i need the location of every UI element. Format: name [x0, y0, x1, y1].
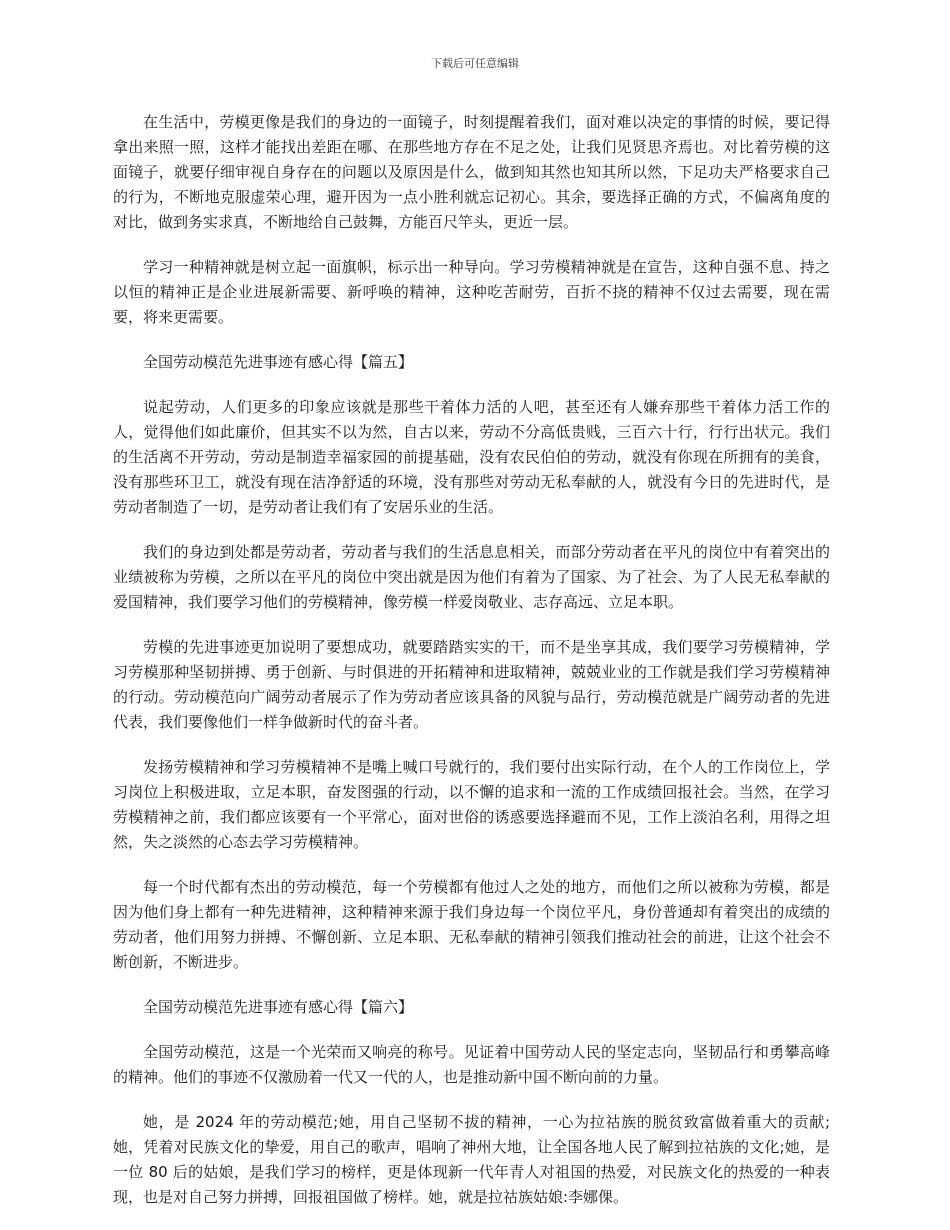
- paragraph-mirror: 在生活中，劳模更像是我们的身边的一面镜子，时刻提醒着我们，面对难以决定的事情的时候，要记得拿出来照一照，这样才能找出差距在哪、在那些地方存在不足之处，让我们见贤思齐焉也。对比着劳模的这面镜子，就要仔细审视自身存在的问题以及原因是什么，做到知其然也知其所以然，下足功夫严格要求自己的行为，不断地克服虚荣心理，避开因为一点小胜利就忘记初心。其余，要选择正确的方式，不偏离角度的对比，做到务实求真，不断地给自己鼓舞，方能百尺竿头，更近一层。: [113, 113, 830, 231]
- section-heading-part-six: 全国劳动模范先进事迹有感心得【篇六】: [143, 998, 414, 1016]
- paragraph-about-labor: 说起劳动，人们更多的印象应该就是那些干着体力活的人吧，甚至还有人嫌弃那些干着体力活工作的人，觉得他们如此廉价，但其实不以为然，自古以来，劳动不分高低贵贱，三百六十行，行行出状元。我们的生活离不开劳动，劳动是制造幸福家园的前提基础，没有农民伯伯的劳动，就没有你现在所拥有的美食，没有那些环卫工，就没有现在洁净舒适的环境，没有那些对劳动无私奉献的人，就没有今日的先进时代，是劳动者制造了一切，是劳动者让我们有了安居乐业的生活。: [113, 398, 830, 516]
- paragraph-every-era: 每一个时代都有杰出的劳动模范，每一个劳模都有他过人之处的地方，而他们之所以被称为劳模，都是因为他们身上都有一种先进精神，这种精神来源于我们身边每一个岗位平凡，身份普通却有着突出的成绩的劳动者，他们用努力拼搏、不懈创新、立足本职、无私奉献的精神引领我们推动社会的前进，让这个社会不断创新，不断进步。: [113, 878, 830, 971]
- paragraph-advanced-deeds: 劳模的先进事迹更加说明了要想成功，就要踏踏实实的干，而不是坐享其成，我们要学习劳模精神，学习劳模那种坚韧拼搏、勇于创新、与时俱进的开拓精神和进取精神，兢兢业业的工作就是我们学习劳模精神的行动。劳动模范向广阔劳动者展示了作为劳动者应该具备的风貌与品行，劳动模范就是广阔劳动者的先进代表，我们要像他们一样争做新时代的奋斗者。: [113, 638, 830, 731]
- paragraph-li-naluo: 她，是 2024 年的劳动模范;她，用自己坚韧不拔的精神，一心为拉祜族的脱贫致富做着重大的贡献;她，凭着对民族文化的挚爱，用自己的歌声，唱响了神州大地，让全国各地人民了解到拉祜族的文化;她，是一位 80 后的姑娘，是我们学习的榜样，更是体现新一代年青人对祖国的热爱，对民族文化的热爱的一种表现，也是对自己努力拼搏，回报祖国做了榜样。她，就是拉祜族姑娘:李娜倮。: [113, 1113, 830, 1206]
- document-body: [113, 110, 830, 1230]
- paragraph-workers-around-us: 我们的身边到处都是劳动者，劳动者与我们的生活息息相关，而部分劳动者在平凡的岗位中有着突出的业绩被称为劳模，之所以在平凡的岗位中突出就是因为他们有着为了国家、为了社会、为了人民无私奉献的爱国精神，我们要学习他们的劳模精神，像劳模一样爱岗敬业、志存高远、立足本职。: [113, 543, 830, 611]
- paragraph-carry-forward-spirit: 发扬劳模精神和学习劳模精神不是嘴上喊口号就行的，我们要付出实际行动，在个人的工作岗位上，学习岗位上积极进取，立足本职，奋发图强的行动，以不懈的追求和一流的工作成绩回报社会。当然，在学习劳模精神之前，我们都应该要有一个平常心，面对世俗的诱惑要选择避而不见，工作上淡泊名利，用得之坦然，失之淡然的心态去学习劳模精神。: [113, 758, 830, 851]
- page-header-note: 下载后可任意编辑: [431, 57, 519, 70]
- paragraph-national-model: 全国劳动模范，这是一个光荣而又响亮的称号。见证着中国劳动人民的坚定志向，坚韧品行和勇攀高峰的精神。他们的事迹不仅激励着一代又一代的人，也是推动新中国不断向前的力量。: [113, 1043, 830, 1086]
- paragraph-banner: 学习一种精神就是树立起一面旗帜，标示出一种导向。学习劳模精神就是在宣告，这种自强不息、持之以恒的精神正是企业进展新需要、新呼唤的精神，这种吃苦耐劳，百折不挠的精神不仅过去需要，现在需要，将来更需要。: [113, 258, 830, 326]
- section-heading-part-five: 全国劳动模范先进事迹有感心得【篇五】: [143, 353, 414, 371]
